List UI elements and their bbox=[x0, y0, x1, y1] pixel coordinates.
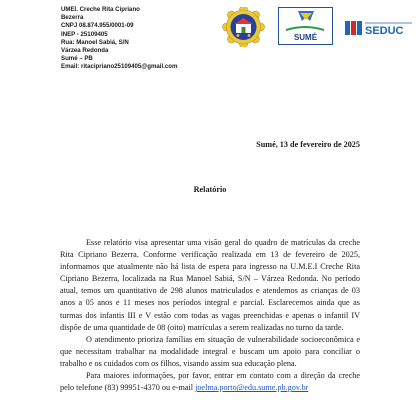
sume-city-logo bbox=[278, 7, 333, 45]
contact-paragraph bbox=[60, 370, 360, 394]
seduc-logo bbox=[344, 18, 414, 38]
header-line: Sumé – PB bbox=[61, 55, 93, 63]
header-line: Várzea Redonda bbox=[61, 47, 109, 55]
document-body bbox=[60, 237, 360, 394]
contact-email-link[interactable]: joelma.porto@edu.sume.pb.gov.br bbox=[195, 383, 309, 393]
document-date: Sumé, 13 de fevereiro de 2025 bbox=[256, 140, 360, 149]
seduc-logo-text: SEDUC bbox=[365, 25, 404, 37]
body-paragraph: Esse relatório visa apresentar uma visão geral do quadro de matrículas da creche Rita Cipriano Bezerra. Conforme verificação realizada em 13 de fevereiro de 2025, informamos que atualmente não há lista de espera para ingresso na U.M.E.I Creche Rita Cipriano Bezerra, localizada na Rua Manoel Sabiá, S/N – Várzea Redonda. No período atual, temos um quantitativo de 298 alunos matriculados e atendemos as crianças de 03 anos a 05 anos e 11 meses nos períodos integral e parcial. Esclarecemos ainda que as turmas dos infantis III e V estão com todas as vagas preenchidas e apenas o infantil IV dispõe de uma quantidade de 08 (oito) matrículas a serem realizadas no turno da tarde. bbox=[60, 238, 360, 332]
body-paragraph: O atendimento prioriza famílias em situação de vulnerabilidade socioeconômica e que necessitam trabalhar na modalidade integral e buscam um apoio para conciliar o trabalho e os cuidados com os filhos, visando assim sua educação plena. bbox=[60, 334, 360, 368]
header-line: INEP - 25109405 bbox=[61, 30, 108, 38]
header-line: CNPJ 08.874.955/0001-09 bbox=[61, 22, 134, 30]
header-line: UMEI. Creche Rita Cipriano bbox=[61, 6, 140, 13]
contact-text: Para maiores informações, por favor, entrar em contato com a direção da creche pelo telefone (83) 99951-4370 ou e-mail bbox=[60, 371, 360, 393]
header-line: Rua: Manoel Sabiá, S/N bbox=[61, 38, 129, 46]
sume-logo-text: SUMÉ bbox=[293, 33, 318, 42]
document-title: Relatório bbox=[193, 185, 227, 194]
institution-header bbox=[61, 6, 177, 72]
header-line: Email: ritacipriano25109405@gmail.com bbox=[61, 63, 178, 71]
header-line: Bezerra bbox=[61, 14, 84, 22]
creche-emblem-logo bbox=[221, 7, 266, 47]
